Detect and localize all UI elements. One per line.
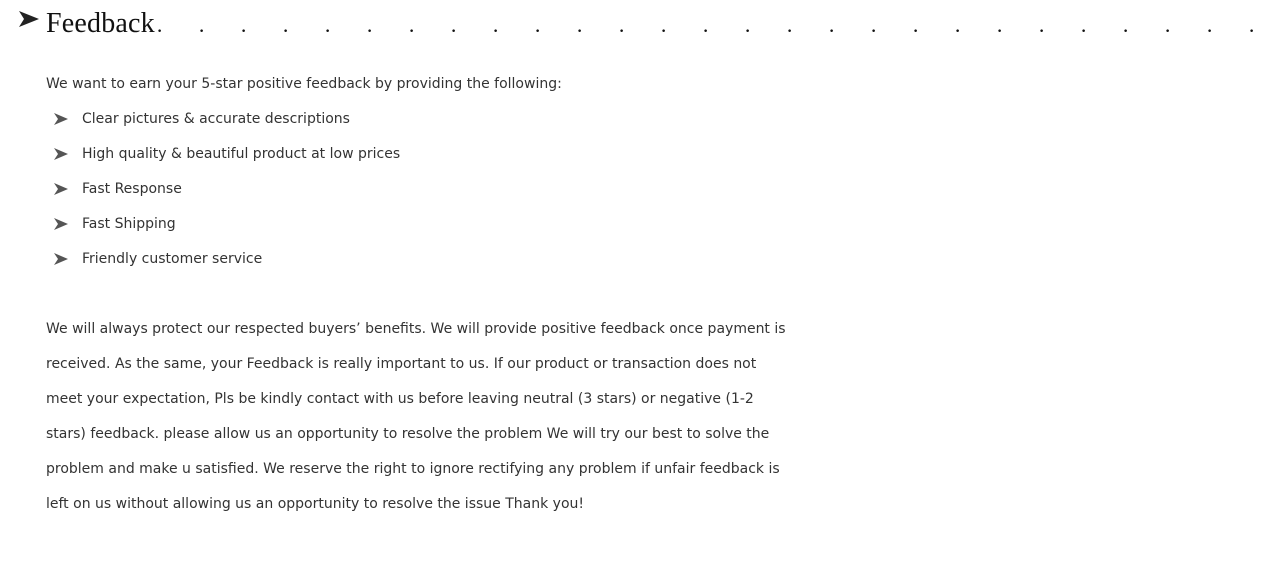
feature-list — [54, 109, 400, 284]
list-item-label: Fast Shipping — [82, 216, 176, 232]
paragraph-line: meet your expectation, Pls be kindly contact with us before leaving neutral (3 stars) or negative (1-2 — [46, 391, 754, 407]
section-title: Feedback — [46, 8, 155, 39]
list-item-label: High quality & beautiful product at low prices — [82, 146, 401, 162]
intro-text: We want to earn your 5-star positive feedback by providing the following: — [46, 76, 562, 92]
list-item-label: Friendly customer service — [82, 251, 263, 267]
dot-leader: . . . . . . . . . . . . . . . . . . . . . . . . . . . — [156, 12, 1270, 37]
arrowhead-bullet-icon — [54, 249, 82, 269]
arrowhead-bullet-icon — [54, 179, 82, 199]
arrowhead-bullet-icon — [54, 144, 82, 164]
policy-paragraph — [46, 312, 796, 522]
arrowhead-bullet-icon — [18, 8, 40, 34]
paragraph-line: stars) feedback. please allow us an opportunity to resolve the problem We will try our best to solve the — [46, 426, 770, 442]
list-item — [54, 249, 400, 284]
arrowhead-bullet-icon — [54, 214, 82, 234]
list-item — [54, 179, 400, 214]
list-item — [54, 109, 400, 144]
list-item-label: Fast Response — [82, 181, 182, 197]
paragraph-line: problem and make u satisfied. We reserve the right to ignore rectifying any problem if unfair feedback is — [46, 461, 780, 477]
section-heading — [18, 8, 1270, 52]
arrowhead-bullet-icon — [54, 109, 82, 129]
paragraph-line: received. As the same, your Feedback is really important to us. If our product or transaction does not — [46, 356, 757, 372]
paragraph-line: We will always protect our respected buyers’ benefits. We will provide positive feedback once payment is — [46, 321, 786, 337]
list-item — [54, 214, 400, 249]
list-item-label: Clear pictures & accurate descriptions — [82, 111, 350, 127]
list-item — [54, 144, 400, 179]
paragraph-line: left on us without allowing us an opportunity to resolve the issue Thank you! — [46, 496, 584, 512]
